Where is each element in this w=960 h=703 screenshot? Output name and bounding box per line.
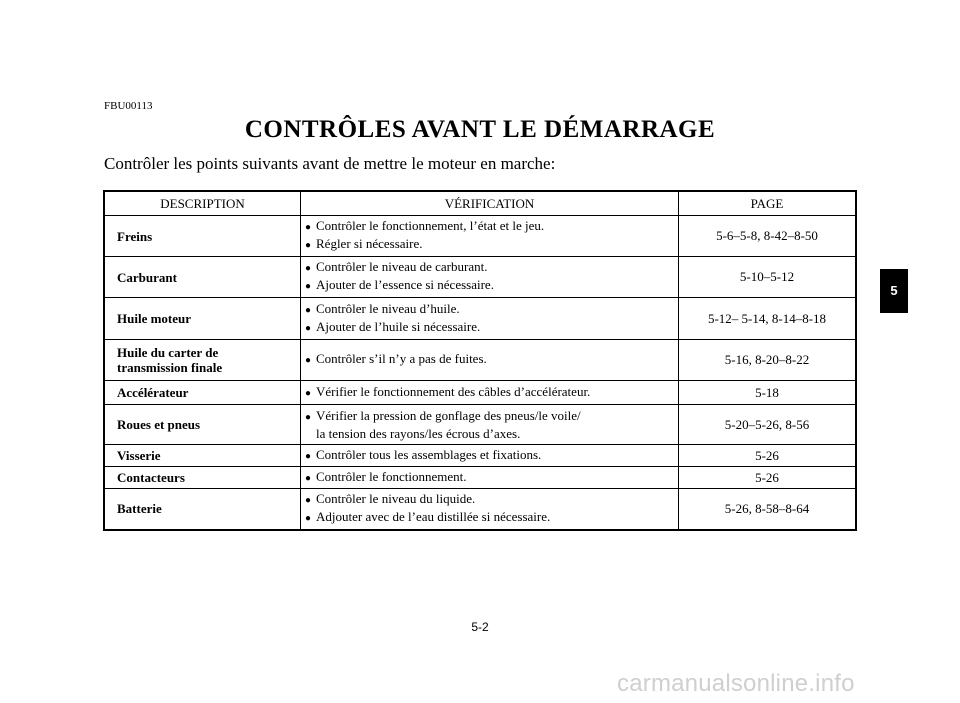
verification-item <box>305 491 678 509</box>
table-row <box>104 381 856 405</box>
row-verification <box>301 381 679 405</box>
row-description <box>104 216 301 257</box>
row-verification <box>301 298 679 340</box>
row-page-reference: 5-20–5-26, 8-56 <box>679 405 857 445</box>
verification-item <box>305 259 678 277</box>
description-line: Huile du carter de <box>117 345 219 360</box>
verification-item <box>305 218 678 236</box>
bullet-icon: ● <box>305 355 312 366</box>
verification-text: la tension des rayons/les écrous d’axes. <box>316 425 521 441</box>
description-line: Freins <box>117 228 153 244</box>
row-page-reference: 5-26 <box>679 445 857 467</box>
row-page-reference: 5-6–5-8, 8-42–8-50 <box>679 216 857 257</box>
row-description <box>104 467 301 489</box>
verification-item <box>305 408 678 426</box>
row-verification <box>301 257 679 298</box>
table-row <box>104 489 856 530</box>
verification-item <box>305 509 678 527</box>
verification-text: Contrôler le niveau du liquide. <box>316 490 476 506</box>
checklist-table <box>103 190 857 531</box>
header-description: DESCRIPTION <box>104 191 301 216</box>
verification-text: Régler si nécessaire. <box>316 236 423 251</box>
row-description <box>104 489 301 530</box>
bullet-icon: ● <box>305 450 312 462</box>
page-title: CONTRÔLES AVANT LE DÉMARRAGE <box>244 116 716 143</box>
verification-item <box>305 351 678 369</box>
description-line: Visserie <box>117 448 161 463</box>
description-line: Carburant <box>117 269 177 285</box>
row-page-reference: 5-26, 8-58–8-64 <box>679 489 857 530</box>
row-verification <box>301 216 679 257</box>
description-line: Huile moteur <box>117 311 192 326</box>
bullet-icon: ● <box>305 304 312 316</box>
row-verification <box>301 489 679 530</box>
verification-text: Contrôler s’il n’y a pas de fuites. <box>316 351 487 366</box>
header-verification: VÉRIFICATION <box>301 191 679 216</box>
verification-item <box>305 236 678 254</box>
row-verification <box>301 445 679 467</box>
verification-item <box>305 301 678 319</box>
bullet-icon: ● <box>305 494 312 506</box>
table-row <box>104 405 856 445</box>
table-header-row <box>104 191 856 216</box>
table-row <box>104 216 856 257</box>
description-line: Roues et pneus <box>117 417 201 432</box>
verification-item <box>305 447 678 465</box>
row-description <box>104 298 301 340</box>
verification-text: Vérifier le fonctionnement des câbles d’accélérateur. <box>316 383 591 399</box>
verification-text: Contrôler le niveau d’huile. <box>316 300 460 316</box>
verification-text: Adjouter avec de l’eau distillée si nécessaire. <box>316 508 551 524</box>
bullet-icon: ● <box>305 263 312 274</box>
bullet-icon: ● <box>305 322 312 334</box>
row-verification <box>301 340 679 381</box>
verification-text: Contrôler le fonctionnement. <box>316 468 467 484</box>
bullet-icon: ● <box>305 472 312 484</box>
row-description <box>104 381 301 405</box>
chapter-tab: 5 <box>880 269 908 313</box>
bullet-icon: ● <box>305 387 312 399</box>
description-line: Accélérateur <box>117 385 189 400</box>
verification-item <box>305 319 678 337</box>
row-page-reference: 5-26 <box>679 467 857 489</box>
table-row <box>104 445 856 467</box>
bullet-icon: ● <box>305 240 312 251</box>
table-row <box>104 298 856 340</box>
verification-text: Ajouter de l’huile si nécessaire. <box>316 318 481 334</box>
row-description <box>104 405 301 445</box>
watermark: carmanualsonline.info <box>617 670 855 697</box>
verification-text: Contrôler le fonctionnement, l’état et le jeu. <box>316 218 545 233</box>
table-row <box>104 467 856 489</box>
row-page-reference: 5-10–5-12 <box>679 257 857 298</box>
verification-item <box>305 384 678 402</box>
verification-item <box>305 277 678 295</box>
verification-item <box>305 469 678 487</box>
row-verification <box>301 405 679 445</box>
description-line: Contacteurs <box>117 470 185 485</box>
description-line: Batterie <box>117 501 162 517</box>
row-description <box>104 445 301 467</box>
verification-text: Ajouter de l’essence si nécessaire. <box>316 277 494 292</box>
row-page-reference: 5-12– 5-14, 8-14–8-18 <box>679 298 857 340</box>
description-line: transmission finale <box>117 360 223 375</box>
page-number: 5-2 <box>471 620 489 634</box>
bullet-icon: ● <box>305 222 312 233</box>
bullet-icon: ● <box>305 281 312 292</box>
verification-text: Contrôler le niveau de carburant. <box>316 259 488 274</box>
bullet-icon: ● <box>305 512 312 524</box>
row-verification <box>301 467 679 489</box>
header-page: PAGE <box>679 191 857 216</box>
bullet-icon: ● <box>305 411 312 423</box>
verification-text: Vérifier la pression de gonflage des pneus/le voile/ <box>316 407 581 423</box>
intro-text: Contrôler les points suivants avant de mettre le moteur en marche: <box>104 154 556 173</box>
table-row <box>104 257 856 298</box>
table-row <box>104 340 856 381</box>
row-description <box>104 257 301 298</box>
row-description <box>104 340 301 381</box>
table-body <box>104 216 856 530</box>
verification-text: Contrôler tous les assemblages et fixations. <box>316 446 542 462</box>
row-page-reference: 5-16, 8-20–8-22 <box>679 340 857 381</box>
row-page-reference: 5-18 <box>679 381 857 405</box>
verification-item <box>305 426 678 442</box>
document-code: FBU00113 <box>104 100 153 112</box>
